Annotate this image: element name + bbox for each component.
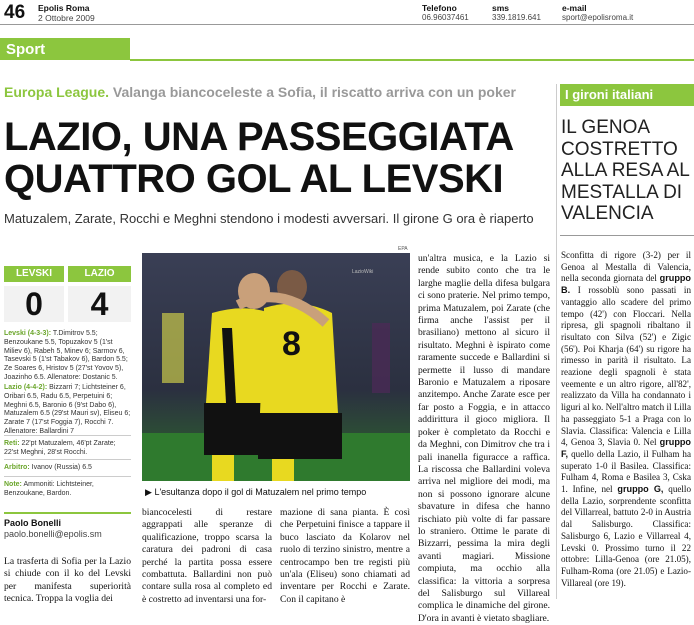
referee-body: Ivanov (Russia) 6.5	[31, 464, 92, 471]
body-col-1: La trasferta di Sofia per la Lazio si chiude con il ko del Levski per manifesta superiorità tecnica. Troppa la voglia dei	[4, 556, 131, 605]
sidebar-header	[560, 84, 694, 106]
author-signature	[4, 518, 102, 540]
sidebar-p2: quello della Lazio, il Fulham ha superato 1-0 il Basilea. Classifica: Fulham 4, Roma e Basilea 3, Cska 1. Infine, nel	[561, 448, 692, 495]
contact-phone	[422, 3, 469, 23]
lineup-divider	[4, 435, 131, 436]
photo-caption	[145, 487, 407, 498]
article-photo	[142, 253, 410, 481]
publication-name: Epolis Roma	[38, 3, 90, 13]
goals-head: Reti:	[4, 440, 20, 447]
svg-text:8: 8	[282, 325, 301, 363]
page-number: 46	[4, 2, 26, 23]
kicker-main: Europa League.	[4, 84, 110, 100]
sidebar-body	[561, 250, 691, 589]
section-label: Sport	[6, 41, 46, 58]
lazio-lineup-body: Bizzarri 7; Lichtsteiner 6, Oribari 6.5, Radu 6.5, Perpetuini 6; Meghni 6.5, Baronio 6 (9'st Dabo 6), Matuzalem 6.5 (29'st Mauri sv), Eliseu 6; Zarate 7 (17'st Foggia 7), Rocchi 7. Allenatore: Ballardini 7	[4, 384, 131, 435]
notes-head: Note:	[4, 481, 22, 488]
article-kicker	[4, 84, 516, 100]
article-title	[4, 116, 552, 200]
referee-head: Arbitro:	[4, 464, 30, 471]
sidebar-group-f: gruppo F,	[561, 437, 691, 459]
referee-divider	[4, 476, 131, 477]
sidebar-divider	[556, 84, 557, 599]
contact-email-label: e-mail	[562, 3, 587, 13]
scoreboard-bottom-rule	[4, 512, 131, 514]
kicker-sub: Valanga biancoceleste a Sofia, il riscatto arriva con un poker	[112, 84, 516, 100]
publication-date: 2 Ottobre 2009	[38, 13, 95, 23]
contact-phone-value: 06.96037461	[422, 13, 469, 22]
contact-sms	[492, 3, 541, 23]
caption-text: L'esultanza dopo il gol di Matuzalem nel primo tempo	[154, 487, 367, 497]
article-subtitle: Matuzalem, Zarate, Rocchi e Meghni stendono i modesti avversari. Il girone G ora è riaperto	[4, 211, 534, 226]
notes-body: Ammoniti: Lichtsteiner, Benzoukane, Bardon.	[4, 481, 94, 497]
goals-divider	[4, 459, 131, 460]
levski-lineup-body: T.Dimitrov 5.5; Benzoukane 5.5, Topuzakov 5 (1'st Miliev 6), Rabeh 5, Minev 6; Sarmov 6, Tasevski 5 (1'st Tabakov 6), Bardon 5.5; Ze Soares 6, Hristov 5 (27'st Yovov 5), Joazinho 6.5. Allenatore: Dostanic 5.	[4, 330, 128, 381]
section-bar	[0, 38, 130, 60]
home-score: 0	[4, 286, 64, 322]
goals-body: 22'pt Matuzalem, 46'pt Zarate; 22'st Meghni, 28'st Rocchi.	[4, 440, 116, 456]
contact-email	[562, 3, 633, 23]
sidebar-group-g: gruppo G,	[617, 484, 664, 495]
sidebar-p1-end: I rossoblù sono passati in vantaggio allo scadere del primo tempo (42') con Floccari. Nella ripresa, gli spagnoli ribaltano il risultato con Silva (52') e Zigic (56'). Poi Kharja (64') su rigore ha rimesso in parità il risultato. La reazione degli spagnoli è stata veemente e un altro rigore, all'82', realizzato da Villa ha condannato i liguri al ko. Nell'altro match il Lilla ha passeggiato 5-1 a Praga con lo Slavia. Classifica: Valencia e Lilla 4, Genoa 3, Slavia 0. Nel	[561, 285, 691, 448]
contact-phone-label: Telefono	[422, 3, 457, 13]
sidebar-p1: Sconfitta di rigore (3-2) per il Genoa al Mestalla di Valencia, nella seconda giornata del	[561, 250, 691, 284]
sidebar-group-b: gruppo B.	[561, 273, 691, 296]
title-line-2: QUATTRO GOL AL LEVSKI	[4, 157, 504, 201]
home-team-name: LEVSKI	[4, 266, 64, 282]
title-line-1: LAZIO, UNA PASSEGGIATA	[4, 115, 514, 159]
referee	[4, 464, 131, 473]
photo-watermark: LazioWiki	[352, 269, 374, 275]
body-col-2: biancocelesti di restare aggrappati alle speranze di qualificazione, troppo scarsa la caratura dei padroni di casa perché la partita possa essere combattuta. Ballardini non può contare sulla rosa al completo ed è costretto ad inventarsi una for-	[142, 507, 272, 605]
players-celebration-image	[142, 253, 410, 481]
contact-sms-value: 339.1819.641	[492, 13, 541, 22]
caption-triangle-icon: ▶	[145, 487, 152, 497]
away-team-name: LAZIO	[68, 266, 131, 282]
levski-lineup-head: Levski (4-3-3):	[4, 330, 52, 337]
sidebar-title: IL GENOA COSTRETTO ALLA RESA AL MESTALLA DI VALENCIA	[561, 117, 690, 225]
goals	[4, 440, 131, 458]
header-divider	[0, 24, 694, 25]
away-score: 4	[68, 286, 131, 322]
publication-block	[38, 3, 95, 23]
sidebar-p3: quello della Lazio, sorprendente sconfitta del Villarreal, battuto 2-0 in Austria dal Salisburgo. Classifica: Salisburgo 6, Lazio e Villarreal 4, Levski 0. Prossimo turno il 22 ottobre: Lilla-Genoa (ore 21.05), Fulham-Roma (ore 21.05) e Lazio-Villareal (ore 19).	[561, 484, 691, 588]
lazio-lineup	[4, 384, 131, 437]
section-rule	[130, 59, 694, 61]
contact-sms-label: sms	[492, 3, 510, 13]
body-col-3: mazione di sana pianta. È così che Perpetuini finisce a tappare il buco lasciato da Kolarov nel ruolo di terzino sinistro, mentre a centrocampo ben tre registi più un'ala (Eliseu) sono chiamati ad inventare per Rocchi e Zarate. Con il capitano è	[280, 507, 410, 605]
author-name: Paolo Bonelli	[4, 518, 62, 528]
photo-credit: EPA	[398, 246, 408, 252]
sidebar-header-label: I gironi italiani	[565, 87, 654, 102]
sidebar-title-rule	[560, 235, 694, 236]
contact-email-value: sport@epolisroma.it	[562, 13, 634, 22]
notes	[4, 481, 131, 499]
body-col-4: un'altra musica, e la Lazio si rende subito conto che tra le larghe maglie della difesa bulgara ci sono praterie. Nel primo tempo, prima Matuzalem, poi Zarate (che firma anche l'assist per il brasiliano) mettono al sicuro il risultato. Meghni è ispirato come raramente succede e Ballardini si permette il lusso di mandare Baronio e Matuzalem a riposare anzitempo. Anche Zarate esce per far posto a Foggia, e in attacco addirittura il gioco migliora. Il poker è completato da Rocchi e da Meghni, con Dimitrov che tra i pali inanella figuracce a raffica. La riscossa che Ballardini voleva arriva nel migliore dei modi, ma non si possono ignorare alcune sbavature in difesa che hanno rischiato più volte di far passare lo straniero. Ottime le parate di Bizzarri, pessima la mira degli avanti magiari. Missione compiuta, ma occhio alla classifica: la vittoria a sorpresa del Salisburgo sul Villareal complica le dinamiche del girone. D'ora in avanti è vietato sbagliare.	[418, 253, 550, 624]
levski-lineup	[4, 330, 131, 383]
author-email: paolo.bonelli@epolis.sm	[4, 529, 102, 539]
lazio-lineup-head: Lazio (4-4-2):	[4, 384, 48, 391]
